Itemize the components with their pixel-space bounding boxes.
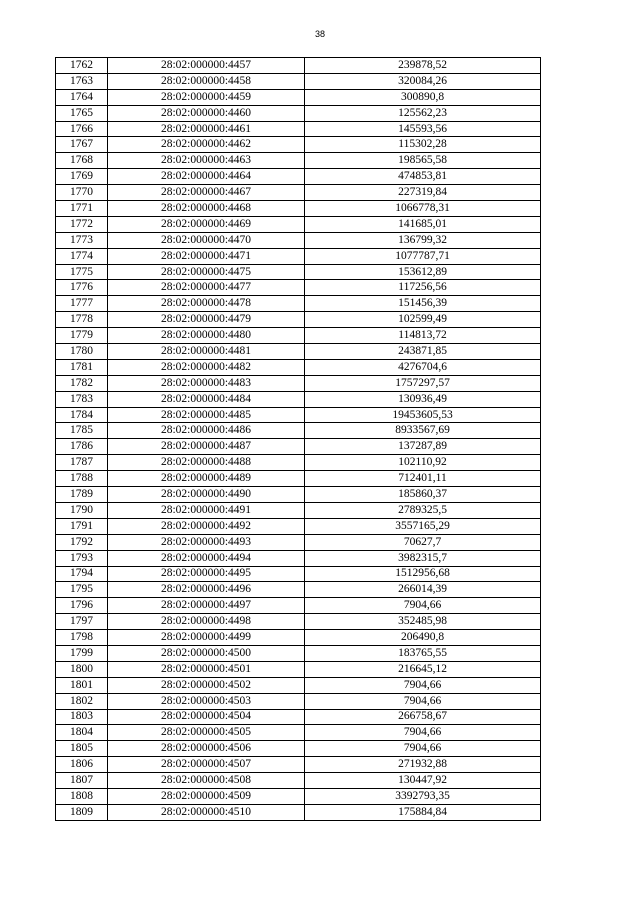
value-cell: 7904,66 (305, 693, 541, 709)
value-cell: 206490,8 (305, 630, 541, 646)
value-cell: 266014,39 (305, 582, 541, 598)
cadastral-number-cell: 28:02:000000:4509 (108, 788, 305, 804)
value-cell: 114813,72 (305, 328, 541, 344)
cadastral-number-cell: 28:02:000000:4495 (108, 566, 305, 582)
cadastral-number-cell: 28:02:000000:4468 (108, 201, 305, 217)
row-number-cell: 1791 (56, 518, 108, 534)
table-row (56, 375, 541, 391)
table-row (56, 185, 541, 201)
value-cell: 2789325,5 (305, 502, 541, 518)
value-cell: 712401,11 (305, 471, 541, 487)
row-number-cell: 1797 (56, 614, 108, 630)
row-number-cell: 1798 (56, 630, 108, 646)
cadastral-number-cell: 28:02:000000:4498 (108, 614, 305, 630)
row-number-cell: 1768 (56, 153, 108, 169)
table-row (56, 73, 541, 89)
cadastral-number-cell: 28:02:000000:4497 (108, 598, 305, 614)
row-number-cell: 1764 (56, 89, 108, 105)
value-cell: 185860,37 (305, 487, 541, 503)
row-number-cell: 1775 (56, 264, 108, 280)
row-number-cell: 1771 (56, 201, 108, 217)
value-cell: 183765,55 (305, 645, 541, 661)
table-row (56, 566, 541, 582)
row-number-cell: 1799 (56, 645, 108, 661)
cadastral-number-cell: 28:02:000000:4477 (108, 280, 305, 296)
cadastral-number-cell: 28:02:000000:4504 (108, 709, 305, 725)
table-row (56, 296, 541, 312)
value-cell: 130936,49 (305, 391, 541, 407)
table-row (56, 598, 541, 614)
row-number-cell: 1787 (56, 455, 108, 471)
table-row (56, 201, 541, 217)
row-number-cell: 1762 (56, 58, 108, 74)
table-row (56, 121, 541, 137)
cadastral-number-cell: 28:02:000000:4493 (108, 534, 305, 550)
cadastral-number-cell: 28:02:000000:4506 (108, 741, 305, 757)
table-row (56, 423, 541, 439)
value-cell: 175884,84 (305, 804, 541, 820)
value-cell: 136799,32 (305, 232, 541, 248)
row-number-cell: 1806 (56, 757, 108, 773)
row-number-cell: 1766 (56, 121, 108, 137)
row-number-cell: 1789 (56, 487, 108, 503)
row-number-cell: 1792 (56, 534, 108, 550)
table-row (56, 534, 541, 550)
value-cell: 125562,23 (305, 105, 541, 121)
cadastral-number-cell: 28:02:000000:4502 (108, 677, 305, 693)
value-cell: 19453605,53 (305, 407, 541, 423)
table-row (56, 232, 541, 248)
cadastral-number-cell: 28:02:000000:4507 (108, 757, 305, 773)
table-row (56, 439, 541, 455)
table-row (56, 105, 541, 121)
value-cell: 7904,66 (305, 677, 541, 693)
cadastral-number-cell: 28:02:000000:4489 (108, 471, 305, 487)
value-cell: 7904,66 (305, 741, 541, 757)
value-cell: 266758,67 (305, 709, 541, 725)
cadastral-number-cell: 28:02:000000:4490 (108, 487, 305, 503)
row-number-cell: 1809 (56, 804, 108, 820)
row-number-cell: 1772 (56, 216, 108, 232)
value-cell: 320084,26 (305, 73, 541, 89)
row-number-cell: 1770 (56, 185, 108, 201)
cadastral-number-cell: 28:02:000000:4459 (108, 89, 305, 105)
cadastral-number-cell: 28:02:000000:4475 (108, 264, 305, 280)
value-cell: 271932,88 (305, 757, 541, 773)
value-cell: 239878,52 (305, 58, 541, 74)
cadastral-number-cell: 28:02:000000:4467 (108, 185, 305, 201)
row-number-cell: 1781 (56, 359, 108, 375)
cadastral-number-cell: 28:02:000000:4486 (108, 423, 305, 439)
cadastral-number-cell: 28:02:000000:4458 (108, 73, 305, 89)
value-cell: 115302,28 (305, 137, 541, 153)
cadastral-number-cell: 28:02:000000:4462 (108, 137, 305, 153)
cadastral-number-cell: 28:02:000000:4482 (108, 359, 305, 375)
value-cell: 1077787,71 (305, 248, 541, 264)
value-cell: 198565,58 (305, 153, 541, 169)
table-row (56, 89, 541, 105)
row-number-cell: 1795 (56, 582, 108, 598)
row-number-cell: 1786 (56, 439, 108, 455)
cadastral-number-cell: 28:02:000000:4483 (108, 375, 305, 391)
table-row (56, 725, 541, 741)
cadastral-number-cell: 28:02:000000:4492 (108, 518, 305, 534)
value-cell: 7904,66 (305, 725, 541, 741)
value-cell: 1066778,31 (305, 201, 541, 217)
row-number-cell: 1801 (56, 677, 108, 693)
value-cell: 3392793,35 (305, 788, 541, 804)
table-row (56, 741, 541, 757)
table-row (56, 248, 541, 264)
table-row (56, 359, 541, 375)
data-table (55, 57, 541, 821)
table-row (56, 137, 541, 153)
cadastral-number-cell: 28:02:000000:4491 (108, 502, 305, 518)
table-row (56, 788, 541, 804)
value-cell: 1757297,57 (305, 375, 541, 391)
table-row (56, 804, 541, 820)
value-cell: 352485,98 (305, 614, 541, 630)
row-number-cell: 1800 (56, 661, 108, 677)
value-cell: 243871,85 (305, 344, 541, 360)
value-cell: 151456,39 (305, 296, 541, 312)
value-cell: 102110,92 (305, 455, 541, 471)
value-cell: 141685,01 (305, 216, 541, 232)
cadastral-number-cell: 28:02:000000:4505 (108, 725, 305, 741)
table-row (56, 312, 541, 328)
table-row (56, 693, 541, 709)
cadastral-number-cell: 28:02:000000:4464 (108, 169, 305, 185)
cadastral-number-cell: 28:02:000000:4484 (108, 391, 305, 407)
row-number-cell: 1808 (56, 788, 108, 804)
table-row (56, 407, 541, 423)
row-number-cell: 1774 (56, 248, 108, 264)
cadastral-number-cell: 28:02:000000:4496 (108, 582, 305, 598)
cadastral-number-cell: 28:02:000000:4480 (108, 328, 305, 344)
row-number-cell: 1805 (56, 741, 108, 757)
cadastral-number-cell: 28:02:000000:4508 (108, 773, 305, 789)
table-row (56, 502, 541, 518)
table-row (56, 344, 541, 360)
row-number-cell: 1773 (56, 232, 108, 248)
cadastral-number-cell: 28:02:000000:4457 (108, 58, 305, 74)
table-row (56, 391, 541, 407)
value-cell: 153612,89 (305, 264, 541, 280)
table-row (56, 709, 541, 725)
value-cell: 137287,89 (305, 439, 541, 455)
table-row (56, 153, 541, 169)
row-number-cell: 1793 (56, 550, 108, 566)
value-cell: 3557165,29 (305, 518, 541, 534)
cadastral-number-cell: 28:02:000000:4481 (108, 344, 305, 360)
row-number-cell: 1796 (56, 598, 108, 614)
cadastral-number-cell: 28:02:000000:4470 (108, 232, 305, 248)
row-number-cell: 1777 (56, 296, 108, 312)
cadastral-number-cell: 28:02:000000:4503 (108, 693, 305, 709)
value-cell: 8933567,69 (305, 423, 541, 439)
value-cell: 7904,66 (305, 598, 541, 614)
table-row (56, 264, 541, 280)
table-row (56, 455, 541, 471)
row-number-cell: 1790 (56, 502, 108, 518)
table-row (56, 518, 541, 534)
cadastral-number-cell: 28:02:000000:4463 (108, 153, 305, 169)
value-cell: 1512956,68 (305, 566, 541, 582)
cadastral-number-cell: 28:02:000000:4471 (108, 248, 305, 264)
table-body (56, 58, 541, 821)
page-number: 38 (314, 29, 325, 39)
cadastral-number-cell: 28:02:000000:4485 (108, 407, 305, 423)
value-cell: 216645,12 (305, 661, 541, 677)
row-number-cell: 1802 (56, 693, 108, 709)
value-cell: 474853,81 (305, 169, 541, 185)
row-number-cell: 1767 (56, 137, 108, 153)
cadastral-number-cell: 28:02:000000:4478 (108, 296, 305, 312)
row-number-cell: 1780 (56, 344, 108, 360)
table-row (56, 582, 541, 598)
cadastral-number-cell: 28:02:000000:4487 (108, 439, 305, 455)
cadastral-number-cell: 28:02:000000:4469 (108, 216, 305, 232)
table-row (56, 216, 541, 232)
table-row (56, 614, 541, 630)
table-row (56, 757, 541, 773)
row-number-cell: 1784 (56, 407, 108, 423)
value-cell: 117256,56 (305, 280, 541, 296)
table-row (56, 58, 541, 74)
table-row (56, 328, 541, 344)
cadastral-number-cell: 28:02:000000:4479 (108, 312, 305, 328)
cadastral-number-cell: 28:02:000000:4494 (108, 550, 305, 566)
row-number-cell: 1763 (56, 73, 108, 89)
row-number-cell: 1765 (56, 105, 108, 121)
cadastral-number-cell: 28:02:000000:4461 (108, 121, 305, 137)
table-row (56, 645, 541, 661)
row-number-cell: 1776 (56, 280, 108, 296)
cadastral-number-cell: 28:02:000000:4488 (108, 455, 305, 471)
row-number-cell: 1803 (56, 709, 108, 725)
cadastral-number-cell: 28:02:000000:4510 (108, 804, 305, 820)
cadastral-number-cell: 28:02:000000:4501 (108, 661, 305, 677)
table-row (56, 677, 541, 693)
cadastral-number-cell: 28:02:000000:4500 (108, 645, 305, 661)
row-number-cell: 1783 (56, 391, 108, 407)
cadastral-number-cell: 28:02:000000:4460 (108, 105, 305, 121)
row-number-cell: 1782 (56, 375, 108, 391)
table-row (56, 550, 541, 566)
row-number-cell: 1769 (56, 169, 108, 185)
table-row (56, 487, 541, 503)
table-row (56, 169, 541, 185)
value-cell: 227319,84 (305, 185, 541, 201)
row-number-cell: 1794 (56, 566, 108, 582)
table-row (56, 630, 541, 646)
value-cell: 70627,7 (305, 534, 541, 550)
row-number-cell: 1785 (56, 423, 108, 439)
value-cell: 300890,8 (305, 89, 541, 105)
row-number-cell: 1788 (56, 471, 108, 487)
value-cell: 4276704,6 (305, 359, 541, 375)
row-number-cell: 1807 (56, 773, 108, 789)
table-row (56, 773, 541, 789)
value-cell: 102599,49 (305, 312, 541, 328)
value-cell: 145593,56 (305, 121, 541, 137)
value-cell: 130447,92 (305, 773, 541, 789)
row-number-cell: 1778 (56, 312, 108, 328)
table-row (56, 471, 541, 487)
cadastral-number-cell: 28:02:000000:4499 (108, 630, 305, 646)
row-number-cell: 1804 (56, 725, 108, 741)
table-row (56, 661, 541, 677)
value-cell: 3982315,7 (305, 550, 541, 566)
table-row (56, 280, 541, 296)
row-number-cell: 1779 (56, 328, 108, 344)
